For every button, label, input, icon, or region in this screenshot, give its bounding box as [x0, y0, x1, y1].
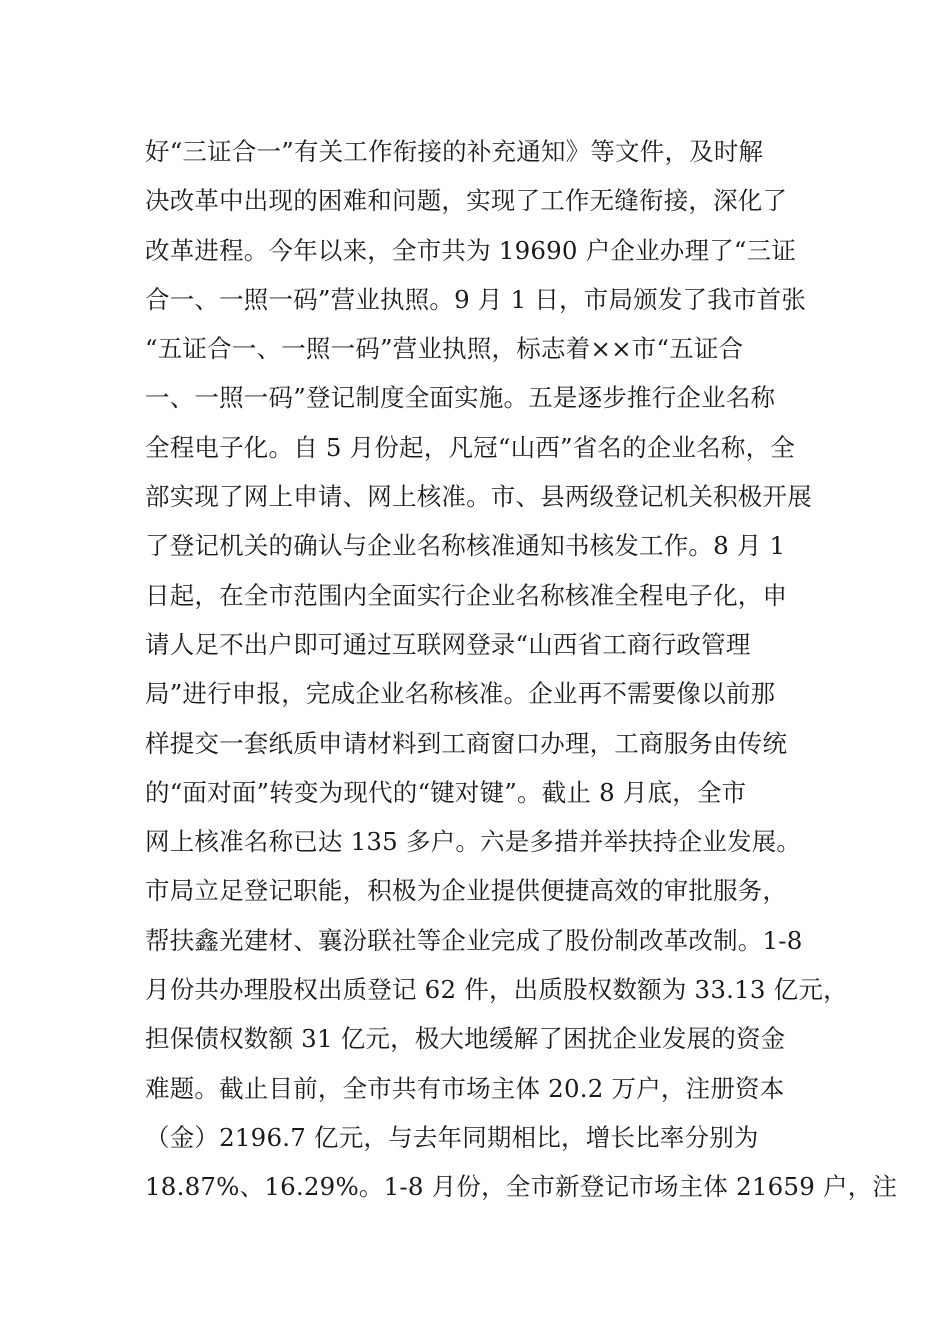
- text-line: （金）2196.7 亿元，与去年同期相比，增长比率分别为: [145, 1122, 759, 1152]
- text-line: 部实现了网上申请、网上核准。市、县两级登记机关积极开展: [145, 482, 812, 512]
- text-line: 全程电子化。自 5 月份起，凡冠“山西”省名的企业名称，全: [145, 432, 796, 462]
- text-line: 难题。截止目前，全市共有市场主体 20.2 万户，注册资本: [145, 1073, 785, 1103]
- text-line: 请人足不出户即可通过互联网登录“山西省工商行政管理: [145, 629, 751, 659]
- text-line: 样提交一套纸质申请材料到工商窗口办理，工商服务由传统: [145, 728, 788, 758]
- text-line: 了登记机关的确认与企业名称核准通知书核发工作。8 月 1: [145, 531, 786, 561]
- text-line: 月份共办理股权出质登记 62 件，出质股权数额为 33.13 亿元，: [145, 975, 848, 1005]
- text-line: 好“三证合一”有关工作衔接的补充通知》等文件，及时解: [145, 137, 764, 166]
- text-line: 决改革中出现的困难和问题，实现了工作无缝衔接，深化了: [145, 186, 788, 216]
- text-line: 的“面对面”转变为现代的“键对键”。截止 8 月底，全市: [145, 777, 747, 807]
- text-line: 改革进程。今年以来，全市共为 19690 户企业办理了“三证: [145, 235, 797, 265]
- text-line: 帮扶鑫光建材、襄汾联社等企业完成了股份制改革改制。1-8: [145, 925, 803, 955]
- text-line: 18.87%、16.29%。1-8 月份，全市新登记市场主体 21659 户，注: [145, 1172, 898, 1202]
- text-line: 合一、一照一码”营业执照。9 月 1 日，市局颁发了我市首张: [145, 284, 807, 314]
- text-line: 一、一照一码”登记制度全面实施。五是逐步推行企业名称: [145, 383, 776, 413]
- text-line: “五证合一、一照一码”营业执照，标志着××市“五证合: [145, 334, 744, 364]
- text-line: 担保债权数额 31 亿元，极大地缓解了困扰企业发展的资金: [145, 1024, 786, 1054]
- text-line: 网上核准名称已达 135 多户。六是多措并举扶持企业发展。: [145, 827, 802, 857]
- text-line: 市局立足登记职能，积极为企业提供便捷高效的审批服务，: [145, 876, 788, 906]
- body-text: [145, 127, 898, 1212]
- text-line: 局”进行申报，完成企业名称核准。企业再不需要像以前那: [145, 679, 776, 709]
- text-line: 日起，在全市范围内全面实行企业名称核准全程电子化，申: [145, 580, 788, 610]
